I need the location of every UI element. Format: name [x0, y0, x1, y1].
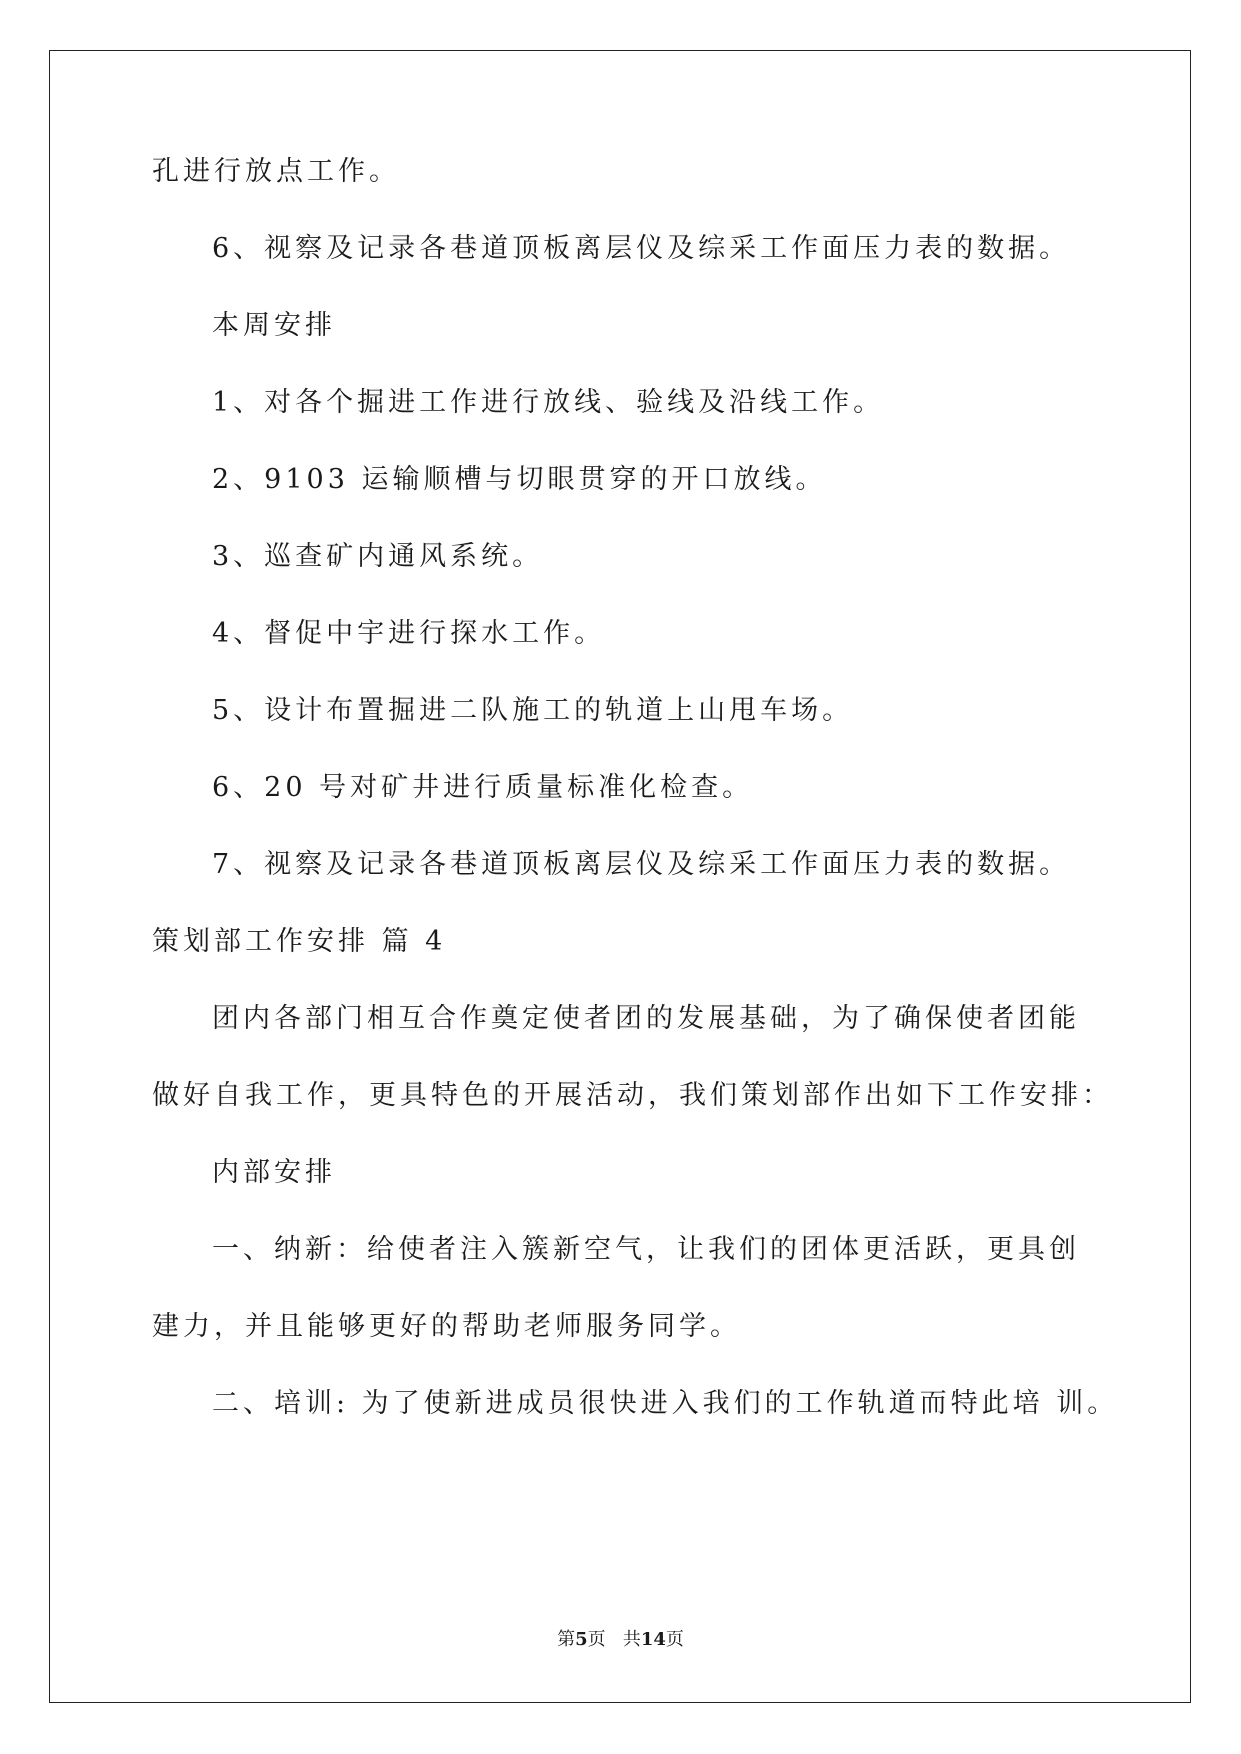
list-item: 6、20 号对矿井进行质量标准化检查。: [212, 772, 754, 803]
total-prefix: 共: [622, 1629, 641, 1650]
list-item: 7、视察及记录各巷道顶板离层仪及综采工作面压力表的数据。: [212, 849, 1071, 880]
list-item: 3、巡查矿内通风系统。: [212, 541, 544, 572]
paragraph-line: 建力，并且能够更好的帮助老师服务同学。: [152, 1311, 741, 1342]
page-number: 5: [575, 1629, 588, 1650]
page-footer: [0, 1628, 1241, 1652]
total-pages: 14: [640, 1629, 666, 1650]
list-item: 5、设计布置掘进二队施工的轨道上山甩车场。: [212, 695, 854, 726]
page-unit: 页: [587, 1629, 606, 1650]
list-item: 2、9103 运输顺槽与切眼贯穿的开口放线。: [212, 464, 827, 495]
list-item: 4、督促中宇进行探水工作。: [212, 618, 606, 649]
section-heading: 本周安排: [212, 310, 336, 341]
text-line: 孔进行放点工作。: [152, 156, 400, 187]
list-item: 1、对各个掘进工作进行放线、验线及沿线工作。: [212, 387, 885, 418]
text-line: 6、视察及记录各巷道顶板离层仪及综采工作面压力表的数据。: [212, 233, 1071, 264]
total-unit: 页: [665, 1629, 684, 1650]
paragraph-line: 二、培训: 为了使新进成员很快进入我们的工作轨道而特此培 训。: [212, 1388, 1119, 1419]
chapter-title: 策划部工作安排 篇 4: [152, 926, 447, 957]
section-heading: 内部安排: [212, 1157, 336, 1188]
paragraph-line: 一、纳新：给使者注入簇新空气，让我们的团体更活跃，更具创: [212, 1234, 1080, 1265]
page-prefix: 第: [557, 1629, 576, 1650]
paragraph-line: 做好自我工作，更具特色的开展活动，我们策划部作出如下工作安排：: [152, 1080, 1113, 1111]
paragraph-line: 团内各部门相互合作奠定使者团的发展基础，为了确保使者团能: [212, 1003, 1080, 1034]
